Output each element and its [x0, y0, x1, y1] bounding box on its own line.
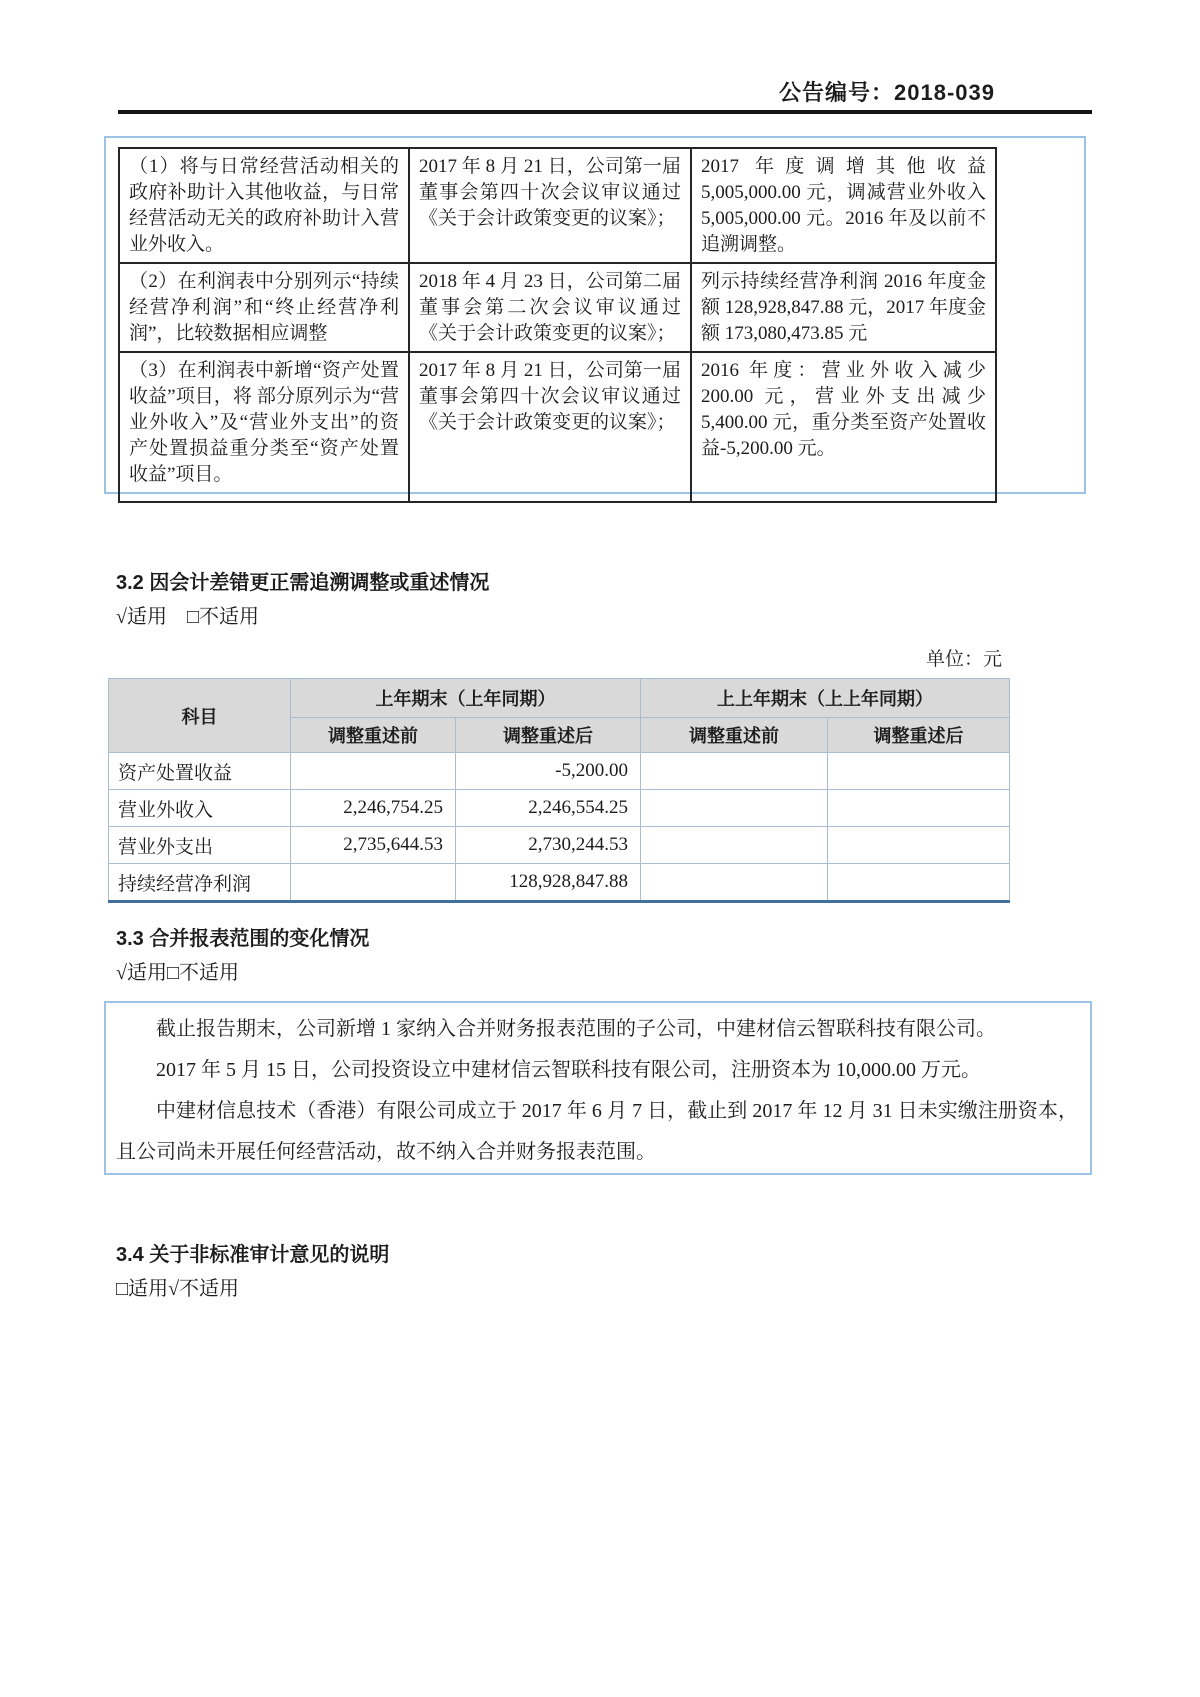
- section-3-3-applicability: √适用□不适用: [116, 962, 240, 984]
- value-cell: 2,735,644.53: [291, 827, 456, 864]
- value-cell: [828, 790, 1010, 827]
- paragraph: 2017 年 5 月 15 日，公司投资设立中建材信云智联科技有限公司，注册资本为 10,000.00 万元。: [156, 1059, 981, 1081]
- value-cell: [828, 864, 1010, 902]
- col-group-prev-period: 上年期末（上年同期）: [291, 679, 641, 718]
- doc-number: 公告编号：2018-039: [779, 80, 995, 105]
- table-row: [109, 753, 1010, 790]
- value-cell: [291, 864, 456, 902]
- subject-cell: 资产处置收益: [109, 753, 291, 790]
- value-cell: [641, 790, 828, 827]
- subject-cell: 营业外支出: [109, 827, 291, 864]
- value-cell: -5,200.00: [456, 753, 641, 790]
- policy-change-cell: （3）在利润表中新增“资产处置收益”项目，将 部分原列示为“营业外收入”及“营业外支出”的资产处置损益重分类至“资产处置收益”项目。: [119, 352, 409, 502]
- policy-change-table: [118, 147, 997, 503]
- value-cell: [291, 753, 456, 790]
- value-cell: [828, 753, 1010, 790]
- policy-impact-cell: 列示持续经营净利润 2016 年度金额 128,928,847.88 元，2017 年度金额 173,080,473.85 元: [691, 263, 996, 352]
- value-cell: [641, 827, 828, 864]
- value-cell: 2,246,754.25: [291, 790, 456, 827]
- subject-cell: 持续经营净利润: [109, 864, 291, 902]
- value-cell: [641, 753, 828, 790]
- col-header-subject: 科目: [109, 679, 291, 753]
- table-row: [109, 790, 1010, 827]
- header-rule: [118, 110, 1092, 114]
- value-cell: [641, 864, 828, 902]
- table-row: [119, 263, 996, 352]
- policy-impact-cell: 2016 年度：营业外收入减少 200.00 元，营业外支出减少 5,400.00 元，重分类至资产处置收益-5,200.00 元。: [691, 352, 996, 502]
- policy-change-cell: （2）在利润表中分别列示“持续经营净利润”和“终止经营净利润”，比较数据相应调整: [119, 263, 409, 352]
- policy-procedure-cell: 2017 年 8 月 21 日，公司第一届董事会第四十次会议审议通过《关于会计政策变更的议案》；: [409, 148, 691, 263]
- section-3-4-title: 3.4 关于非标准审计意见的说明: [116, 1244, 390, 1266]
- policy-impact-cell: 2017 年度调增其他收益 5,005,000.00 元，调减营业外收入 5,005,000.00 元。2016 年及以前不追溯调整。: [691, 148, 996, 263]
- col-header-after: 调整重述后: [828, 718, 1010, 753]
- paragraph: 截止报告期末，公司新增 1 家纳入合并财务报表范围的子公司，中建材信云智联科技有限公司。: [156, 1018, 996, 1040]
- policy-procedure-cell: 2018 年 4 月 23 日，公司第二届董事会第二次会议审议通过《关于会计政策变更的议案》；: [409, 263, 691, 352]
- value-cell: 128,928,847.88: [456, 864, 641, 902]
- paragraph: 中建材信息技术（香港）有限公司成立于 2017 年 6 月 7 日，截止到 2017 年 12 月 31 日未实缴注册资本，且公司尚未开展任何经营活动，故不纳入合并财务报表范围。: [116, 1100, 1078, 1163]
- section-3-3-title: 3.3 合并报表范围的变化情况: [116, 928, 370, 950]
- col-group-prev2-period: 上上年期末（上上年同期）: [641, 679, 1010, 718]
- value-cell: 2,730,244.53: [456, 827, 641, 864]
- value-cell: [828, 827, 1010, 864]
- restatement-table: [108, 678, 1010, 903]
- table-row: [119, 148, 996, 263]
- table-row: [119, 352, 996, 502]
- unit-label: 单位：元: [925, 649, 1002, 670]
- table-header-row: [109, 679, 1010, 718]
- value-cell: 2,246,554.25: [456, 790, 641, 827]
- subject-cell: 营业外收入: [109, 790, 291, 827]
- table-row: [109, 827, 1010, 864]
- policy-procedure-cell: 2017 年 8 月 21 日，公司第一届董事会第四十次会议审议通过《关于会计政策变更的议案》；: [409, 352, 691, 502]
- consolidation-scope-box: [104, 1001, 1092, 1175]
- section-3-2-applicability: √适用 □不适用: [116, 606, 260, 628]
- section-3-2-title: 3.2 因会计差错更正需追溯调整或重述情况: [116, 572, 490, 594]
- col-header-after: 调整重述后: [456, 718, 641, 753]
- table-row: [109, 864, 1010, 902]
- col-header-before: 调整重述前: [291, 718, 456, 753]
- section-3-4-applicability: □适用√不适用: [116, 1278, 240, 1300]
- policy-change-frame: [104, 136, 1086, 494]
- col-header-before: 调整重述前: [641, 718, 828, 753]
- policy-change-cell: （1）将与日常经营活动相关的政府补助计入其他收益，与日常经营活动无关的政府补助计入营业外收入。: [119, 148, 409, 263]
